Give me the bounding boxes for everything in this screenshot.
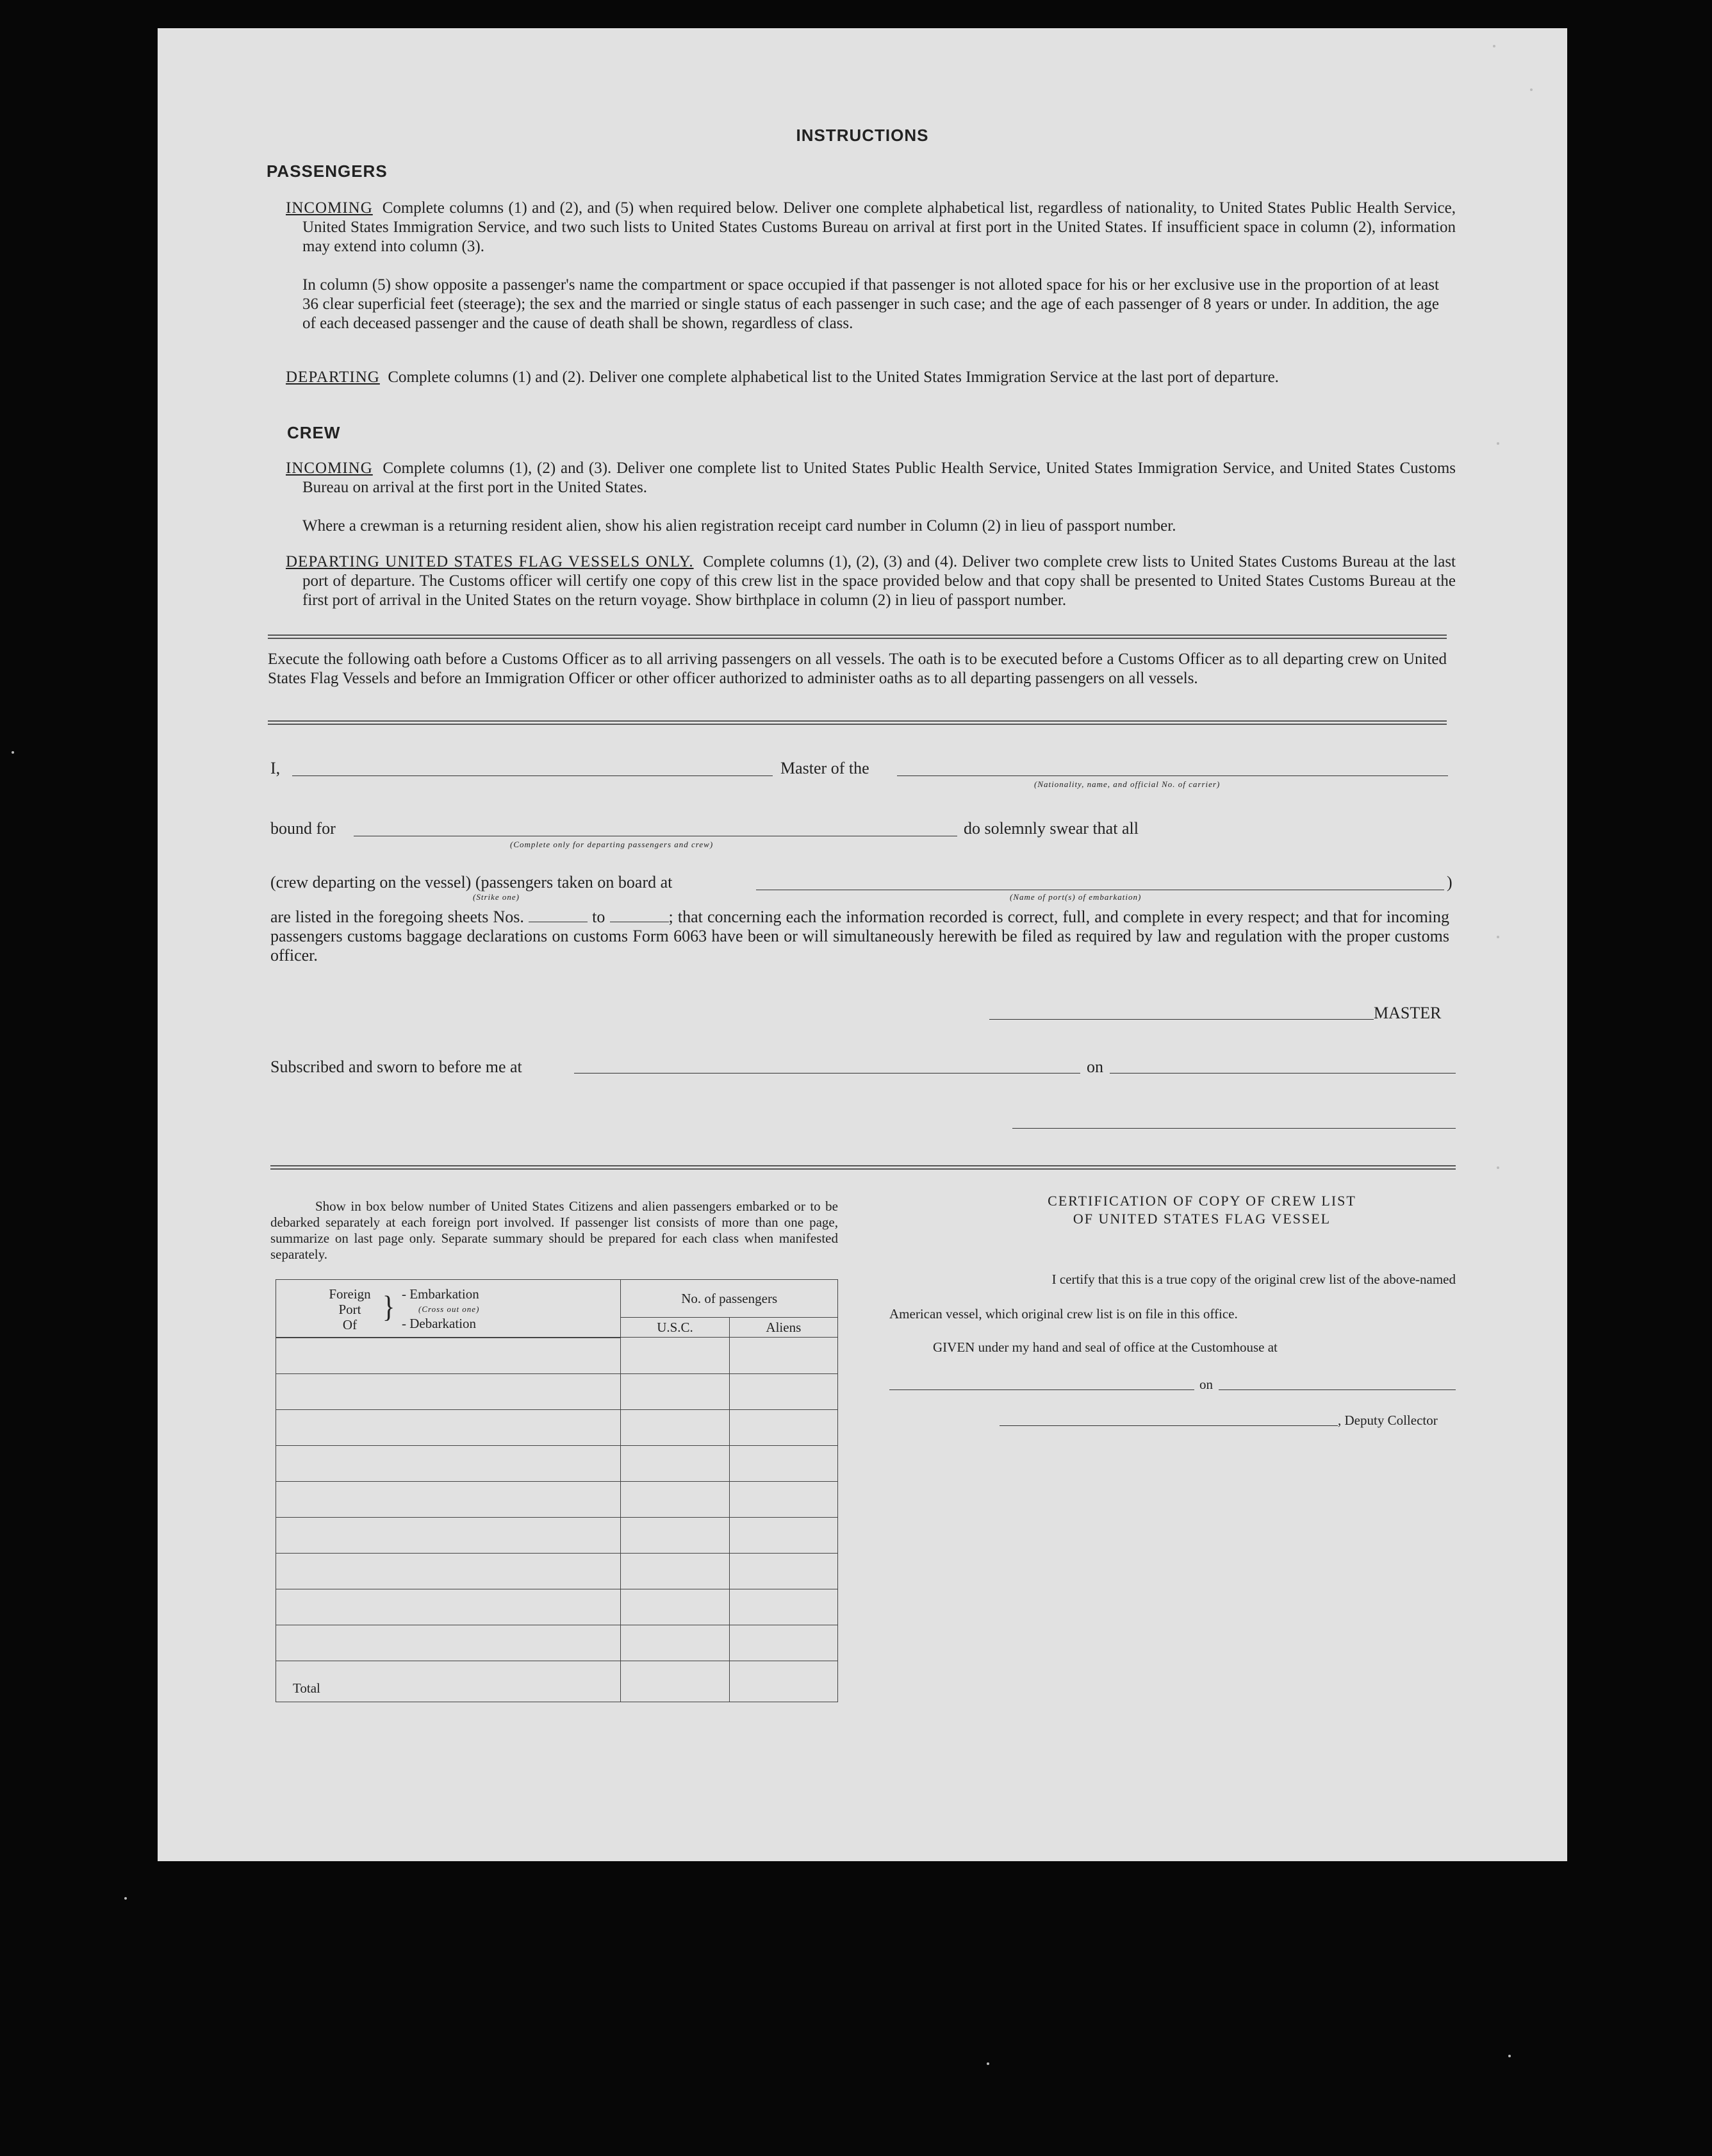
- strike-one-caption: (Strike one): [473, 892, 520, 902]
- aliens-cell[interactable]: [729, 1373, 837, 1409]
- aliens-cell[interactable]: [729, 1553, 837, 1589]
- officer-signature-field[interactable]: [1012, 1128, 1456, 1129]
- passengers-departing-text: Complete columns (1) and (2). Deliver one complete alphabetical list to the United States Immigration Service at the last port of departure.: [388, 369, 1279, 386]
- aliens-total-cell[interactable]: [729, 1661, 837, 1702]
- vessel-text: American vessel, which original crew list is on file in this office.: [889, 1306, 1238, 1322]
- double-rule: [268, 720, 1447, 725]
- passengers-departing-paragraph: [286, 368, 1456, 387]
- total-row: [276, 1661, 838, 1702]
- aliens-cell[interactable]: [729, 1445, 837, 1481]
- carrier-caption: (Nationality, name, and official No. of carrier): [1034, 779, 1221, 789]
- foreign-port-label: Foreign Port Of: [329, 1286, 371, 1332]
- crew-crewman-paragraph: Where a crewman is a returning resident alien, show his alien registration receipt card number in Column (2) in lieu of passport number.: [302, 517, 1176, 535]
- table-row: [276, 1481, 838, 1517]
- oath-subscribed: Subscribed and sworn to before me at: [270, 1057, 522, 1076]
- passengers-incoming-label: INCOMING: [286, 199, 373, 217]
- oath-i: I,: [270, 759, 281, 777]
- carrier-field[interactable]: [897, 775, 1448, 776]
- speck: [1530, 88, 1533, 91]
- oath-on: on: [1087, 1057, 1103, 1076]
- no-passengers-header: No. of passengers: [621, 1280, 838, 1318]
- speck: [1497, 442, 1499, 445]
- usc-header: U.S.C.: [621, 1318, 729, 1338]
- crew-heading: CREW: [287, 423, 341, 442]
- usc-cell[interactable]: [621, 1553, 729, 1589]
- port-cell[interactable]: [276, 1481, 621, 1517]
- port-cell[interactable]: [276, 1445, 621, 1481]
- oath-listed-paragraph: [270, 908, 1449, 965]
- port-cell[interactable]: [276, 1625, 621, 1661]
- master-label: MASTER: [1374, 1004, 1442, 1022]
- port-cell[interactable]: [276, 1338, 621, 1374]
- oath-listed-b: ; that concerning each the information recorded is correct, full, and complete in every respect; and that for incoming passengers customs baggage declarations on customs Form 6063 have been or will simultaneously herewith be filed as required by law and regulation with the proper customs officer.: [270, 908, 1450, 965]
- speck: [1497, 936, 1499, 938]
- master-signature-field[interactable]: [989, 1019, 1374, 1020]
- oath-master-of-the: Master of the: [780, 759, 869, 777]
- passengers-incoming-paragraph: [286, 199, 1456, 256]
- usc-total-cell[interactable]: [621, 1661, 729, 1702]
- master-name-field[interactable]: [292, 775, 773, 776]
- brace-icon: }: [383, 1289, 395, 1324]
- table-row: [276, 1373, 838, 1409]
- crew-departing-label: DEPARTING UNITED STATES FLAG VESSELS ONLY.: [286, 553, 694, 570]
- crew-departing-paragraph: [286, 552, 1456, 610]
- speck: [124, 1897, 127, 1900]
- port-cell[interactable]: [276, 1589, 621, 1625]
- table-row: [276, 1338, 838, 1374]
- aliens-header: Aliens: [729, 1318, 837, 1338]
- aliens-cell[interactable]: [729, 1338, 837, 1374]
- passengers-heading: PASSENGERS: [267, 162, 388, 181]
- usc-cell[interactable]: [621, 1481, 729, 1517]
- oath-swear: do solemnly swear that all: [964, 819, 1139, 838]
- cross-out-caption: (Cross out one): [418, 1304, 480, 1314]
- page-title: INSTRUCTIONS: [796, 126, 929, 145]
- certification-title: CERTIFICATION OF COPY OF CREW LIST OF UNITED STATES FLAG VESSEL: [1048, 1193, 1356, 1227]
- port-cell[interactable]: [276, 1553, 621, 1589]
- aliens-cell[interactable]: [729, 1589, 837, 1625]
- table-row: [276, 1553, 838, 1589]
- speck: [987, 2062, 989, 2065]
- oath-bound-for: bound for: [270, 819, 336, 838]
- port-cell[interactable]: [276, 1517, 621, 1553]
- port-caption: (Name of port(s) of embarkation): [1010, 892, 1142, 902]
- oath-instruction: Execute the following oath before a Customs Officer as to all arriving passengers on all vessels. The oath is to be executed before a Customs Officer as to all departing crew on United States Flag Vessels and before an Immigration Officer or other officer authorized to administer oaths as to all departing passengers on all vessels.: [268, 651, 1447, 687]
- table-row: [276, 1625, 838, 1661]
- close-paren: ): [1447, 873, 1453, 891]
- usc-cell[interactable]: [621, 1517, 729, 1553]
- double-rule: [268, 634, 1447, 639]
- port-cell[interactable]: [276, 1373, 621, 1409]
- oath-crew-departing: (crew departing on the vessel) (passengers taken on board at: [270, 873, 673, 891]
- passengers-column5-paragraph: In column (5) show opposite a passenger's name the compartment or space occupied if that passenger is not alloted space for his or her exclusive use in the proportion of at least 36 clear superficial feet (steerage); the sex and the married or single status of each passenger in such case; and the age of each passenger of 8 years or under. In addition, the age of each deceased passenger and the cause of death shall be shown, regardless of class.: [302, 276, 1439, 332]
- deputy-signature-field[interactable]: [1000, 1425, 1338, 1426]
- crew-departing-text: Complete columns (1), (2), (3) and (4). Deliver two complete crew lists to United States Customs Bureau at the last port of departure. The Customs officer will certify one copy of this crew list in the space provided below and that copy shall be presented to United States Customs Bureau at the first port of arrival in the United States on the return voyage. Show birthplace in column (2) in lieu of passport number.: [302, 553, 1456, 609]
- aliens-cell[interactable]: [729, 1409, 837, 1445]
- summary-note: Show in box below number of United States Citizens and alien passengers embarked or to be debarked separately at each foreign port involved. If passenger list consists of more than one page, summarize on last page only. Separate summary should be prepared for each class when manifested separately.: [270, 1198, 838, 1262]
- usc-cell[interactable]: [621, 1338, 729, 1374]
- total-label: Total: [276, 1661, 621, 1702]
- crew-incoming-label: INCOMING: [286, 460, 373, 477]
- summary-table: [276, 1279, 838, 1702]
- cert-date-field[interactable]: [1219, 1389, 1456, 1390]
- bound-caption: (Complete only for departing passengers and crew): [510, 840, 714, 849]
- given-text: GIVEN under my hand and seal of office at the Customhouse at: [933, 1339, 1278, 1355]
- document-page: [158, 28, 1567, 1861]
- table-row: [276, 1589, 838, 1625]
- oath-listed-a: are listed in the foregoing sheets Nos.: [270, 908, 524, 926]
- usc-cell[interactable]: [621, 1373, 729, 1409]
- sworn-date-field[interactable]: [1110, 1073, 1456, 1074]
- speck: [1493, 45, 1495, 47]
- passengers-departing-label: DEPARTING: [286, 369, 380, 386]
- cert-on: on: [1199, 1377, 1213, 1392]
- speck: [12, 751, 14, 754]
- usc-cell[interactable]: [621, 1589, 729, 1625]
- usc-cell[interactable]: [621, 1409, 729, 1445]
- debarkation-label: - Debarkation: [402, 1316, 477, 1331]
- embarkation-label: - Embarkation: [402, 1286, 479, 1302]
- deputy-label: , Deputy Collector: [1338, 1413, 1438, 1428]
- table-row: [276, 1409, 838, 1445]
- foreign-port-header: [276, 1280, 621, 1338]
- port-cell[interactable]: [276, 1409, 621, 1445]
- speck: [1508, 2055, 1511, 2057]
- table-row: [276, 1517, 838, 1553]
- passengers-incoming-text: Complete columns (1) and (2), and (5) when required below. Deliver one complete alphabetical list, regardless of nationality, to United States Public Health Service, United States Immigration Service, and two such lists to United States Customs Bureau on arrival at first port in the United States. If insufficient space in column (2), information may extend into column (3).: [302, 199, 1456, 255]
- table-row: [276, 1445, 838, 1481]
- certify-text: I certify that this is a true copy of the original crew list of the above-named: [1051, 1272, 1456, 1287]
- aliens-cell[interactable]: [729, 1625, 837, 1661]
- customhouse-field[interactable]: [889, 1389, 1194, 1390]
- aliens-cell[interactable]: [729, 1517, 837, 1553]
- speck: [1497, 1166, 1499, 1169]
- crew-incoming-paragraph: [286, 459, 1456, 497]
- double-rule: [270, 1165, 1456, 1170]
- usc-cell[interactable]: [621, 1625, 729, 1661]
- sworn-place-field[interactable]: [574, 1073, 1080, 1074]
- oath-listed-to: to: [592, 908, 605, 926]
- crew-incoming-text: Complete columns (1), (2) and (3). Deliver one complete list to United States Public Health Service, United States Immigration Service, and United States Customs Bureau on arrival at the first port in the United States.: [302, 460, 1456, 496]
- usc-cell[interactable]: [621, 1445, 729, 1481]
- aliens-cell[interactable]: [729, 1481, 837, 1517]
